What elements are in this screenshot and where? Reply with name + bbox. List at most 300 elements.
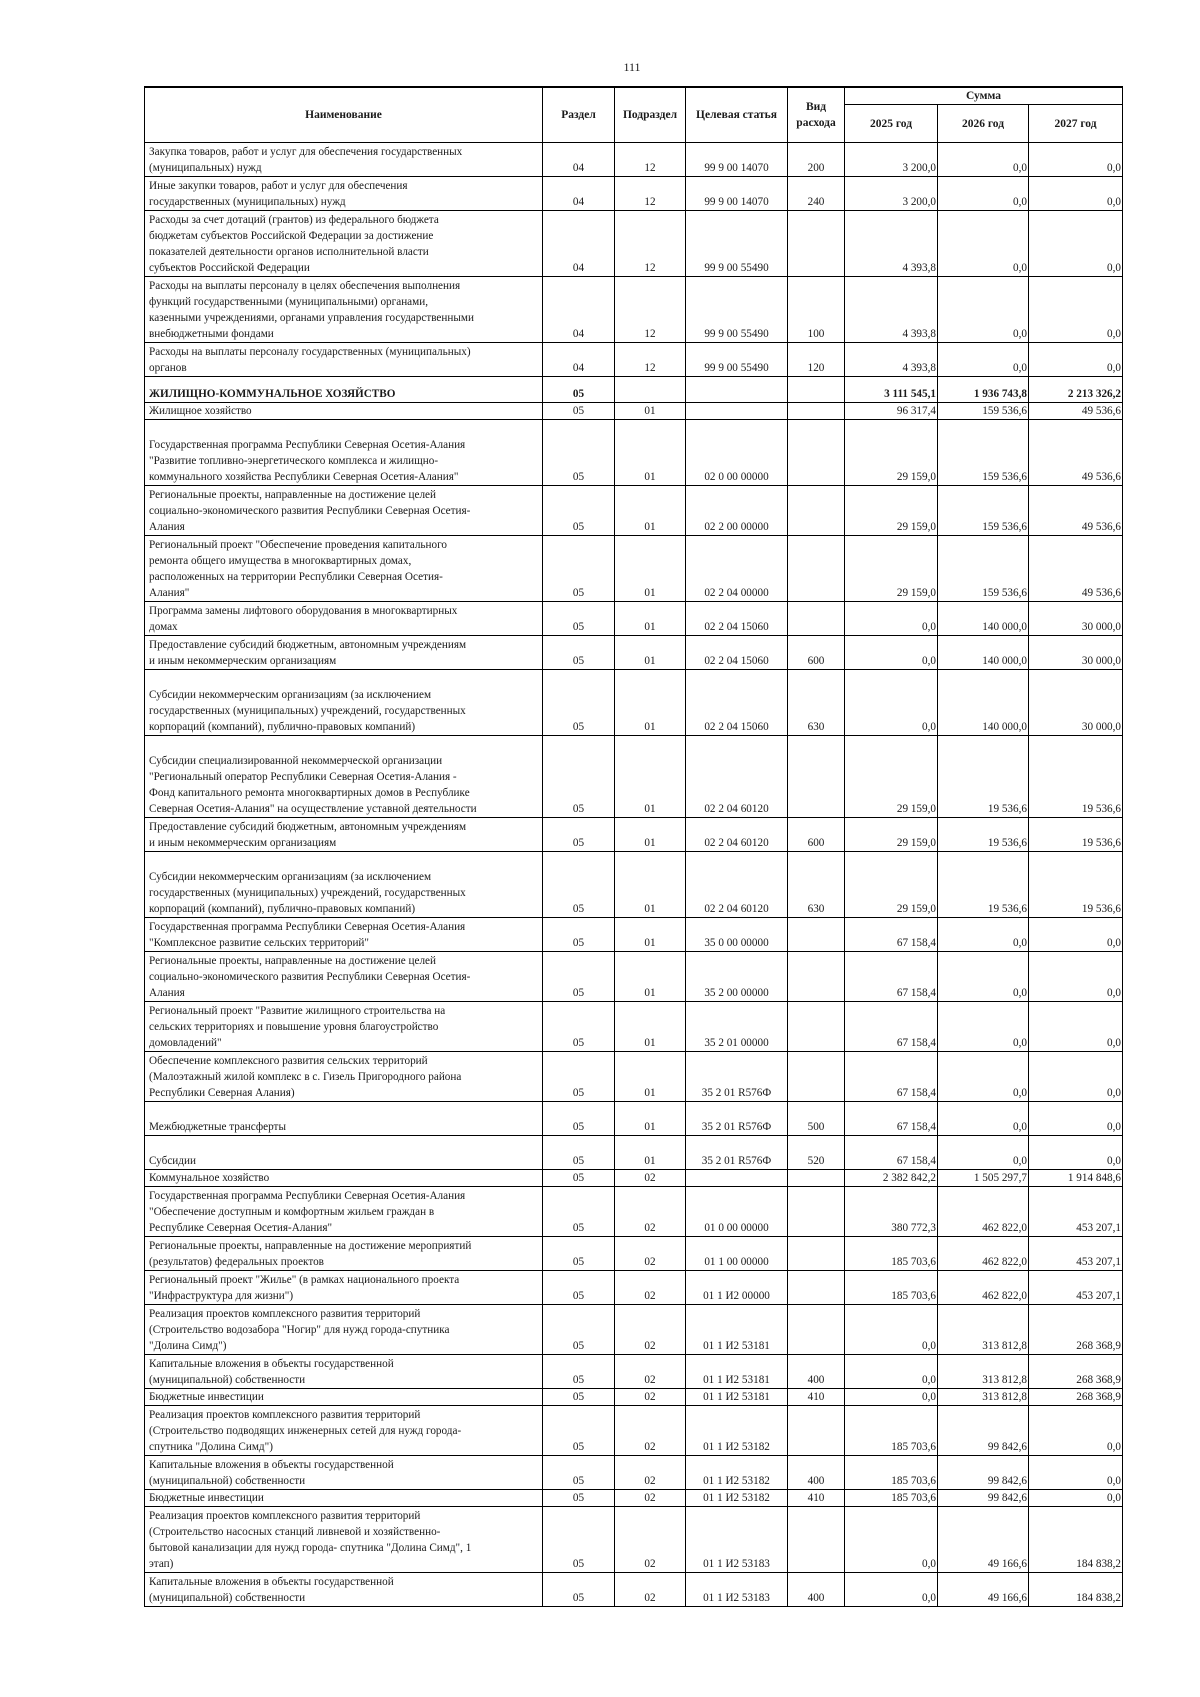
row-sum-2026: 0,0 (938, 143, 1029, 177)
row-name-line: государственных (муниципальных) нужд (149, 196, 346, 208)
row-section: 04 (543, 211, 615, 277)
row-target-article: 02 2 04 60120 (686, 818, 788, 852)
row-sum-2027: 268 368,9 (1029, 1355, 1123, 1389)
row-name-line: Фонд капитального ремонта многоквартирных домов в Республике (149, 787, 470, 799)
row-name (145, 343, 543, 377)
row-subsection: 01 (615, 1102, 686, 1136)
row-sum-2027: 268 368,9 (1029, 1305, 1123, 1355)
row-target-article: 01 1 И2 53181 (686, 1355, 788, 1389)
row-name (145, 1170, 543, 1187)
row-target-article: 01 1 И2 53182 (686, 1406, 788, 1456)
row-sum-2026: 159 536,6 (938, 420, 1029, 486)
row-name (145, 143, 543, 177)
row-sum-2026: 159 536,6 (938, 536, 1029, 602)
row-target-article: 99 9 00 14070 (686, 143, 788, 177)
row-expense-type: 630 (788, 670, 845, 736)
row-name (145, 818, 543, 852)
row-name (145, 377, 543, 403)
row-sum-2025: 29 159,0 (845, 486, 938, 536)
table-row (145, 1187, 1123, 1237)
row-name-line: Реализация проектов комплексного развития территорий (149, 1308, 421, 1320)
row-sum-2025: 185 703,6 (845, 1490, 938, 1507)
row-name (145, 177, 543, 211)
row-sum-2026: 0,0 (938, 918, 1029, 952)
row-sum-2025: 0,0 (845, 1389, 938, 1406)
row-name (145, 1389, 543, 1406)
row-name-line: Алания (149, 521, 185, 533)
row-target-article: 02 2 04 15060 (686, 670, 788, 736)
row-section: 05 (543, 1389, 615, 1406)
row-sum-2027: 30 000,0 (1029, 670, 1123, 736)
row-name-line: ЖИЛИЩНО-КОММУНАЛЬНОЕ ХОЗЯЙСТВО (149, 388, 396, 400)
row-name-line: внебюджетными фондами (149, 328, 274, 340)
row-sum-2025: 185 703,6 (845, 1406, 938, 1456)
row-name-line: (муниципальной) собственности (149, 1475, 306, 1487)
row-name-line: (Строительство водозабора "Ногир" для нужд города-спутника (149, 1324, 450, 1336)
row-sum-2025: 96 317,4 (845, 403, 938, 420)
row-name-line: Субсидии (149, 1155, 196, 1167)
row-sum-2027: 1 914 848,6 (1029, 1170, 1123, 1187)
row-section: 04 (543, 177, 615, 211)
row-target-article: 01 1 И2 00000 (686, 1271, 788, 1305)
row-sum-2025: 185 703,6 (845, 1271, 938, 1305)
row-name (145, 1406, 543, 1456)
row-name-line: Северная Осетия-Алания" на осуществление уставной деятельности (149, 803, 477, 815)
row-sum-2026: 1 505 297,7 (938, 1170, 1029, 1187)
row-name-line: бытовой канализации для нужд города- спутника "Долина Симд", 1 (149, 1542, 472, 1554)
row-target-article: 35 2 01 R576Ф (686, 1052, 788, 1102)
table-row (145, 952, 1123, 1002)
row-section: 05 (543, 377, 615, 403)
table-body (145, 143, 1123, 1607)
row-sum-2027: 0,0 (1029, 177, 1123, 211)
row-section: 05 (543, 736, 615, 818)
table-row (145, 852, 1123, 918)
row-sum-2026: 140 000,0 (938, 636, 1029, 670)
row-name-line: (Малоэтажный жилой комплекс в с. Гизель Пригородного района (149, 1071, 462, 1083)
row-subsection: 01 (615, 486, 686, 536)
row-expense-type (788, 211, 845, 277)
row-name (145, 852, 543, 918)
row-name-line: Субсидии специализированной некоммерческой организации (149, 755, 443, 767)
row-sum-2026: 159 536,6 (938, 486, 1029, 536)
row-section: 05 (543, 670, 615, 736)
row-subsection: 01 (615, 736, 686, 818)
row-subsection: 12 (615, 143, 686, 177)
row-name (145, 1136, 543, 1170)
table-row (145, 636, 1123, 670)
row-name-line: этап) (149, 1558, 174, 1570)
table-row (145, 1507, 1123, 1573)
row-sum-2026: 0,0 (938, 1102, 1029, 1136)
row-sum-2026: 99 842,6 (938, 1490, 1029, 1507)
row-name-line: (муниципальной) собственности (149, 1374, 306, 1386)
table-row (145, 343, 1123, 377)
row-sum-2025: 29 159,0 (845, 536, 938, 602)
row-sum-2025: 0,0 (845, 1507, 938, 1573)
row-sum-2025: 0,0 (845, 1355, 938, 1389)
row-sum-2025: 4 393,8 (845, 211, 938, 277)
row-sum-2027: 453 207,1 (1029, 1271, 1123, 1305)
row-sum-2025: 29 159,0 (845, 420, 938, 486)
row-expense-type (788, 952, 845, 1002)
row-name-line: Реализация проектов комплексного развития территорий (149, 1409, 421, 1421)
row-target-article: 01 1 И2 53183 (686, 1573, 788, 1607)
row-expense-type (788, 377, 845, 403)
row-sum-2026: 0,0 (938, 1052, 1029, 1102)
row-name-line: Государственная программа Республики Северная Осетия-Алания (149, 439, 466, 451)
row-name-line: Закупка товаров, работ и услуг для обеспечения государственных (149, 146, 463, 158)
row-sum-2027: 453 207,1 (1029, 1187, 1123, 1237)
row-name (145, 1490, 543, 1507)
row-sum-2027: 0,0 (1029, 1002, 1123, 1052)
table-row (145, 1237, 1123, 1271)
row-section: 05 (543, 1187, 615, 1237)
row-sum-2025: 0,0 (845, 1573, 938, 1607)
row-target-article: 01 0 00 00000 (686, 1187, 788, 1237)
row-name-line: (результатов) федеральных проектов (149, 1256, 324, 1268)
row-section: 05 (543, 403, 615, 420)
row-name-line: (Строительство насосных станций ливневой и хозяйственно- (149, 1526, 441, 1538)
row-target-article: 35 2 01 R576Ф (686, 1136, 788, 1170)
table-row (145, 403, 1123, 420)
row-sum-2025: 29 159,0 (845, 736, 938, 818)
row-subsection: 01 (615, 818, 686, 852)
row-name (145, 211, 543, 277)
table-row (145, 177, 1123, 211)
table-row (145, 277, 1123, 343)
row-name (145, 952, 543, 1002)
row-expense-type (788, 1507, 845, 1573)
row-sum-2025: 185 703,6 (845, 1456, 938, 1490)
row-section: 05 (543, 1490, 615, 1507)
row-name (145, 420, 543, 486)
table-row (145, 377, 1123, 403)
row-sum-2025: 4 393,8 (845, 277, 938, 343)
row-subsection: 01 (615, 636, 686, 670)
row-section: 04 (543, 143, 615, 177)
row-name (145, 1507, 543, 1573)
row-expense-type (788, 1170, 845, 1187)
row-section: 05 (543, 1271, 615, 1305)
row-sum-2025: 380 772,3 (845, 1187, 938, 1237)
row-sum-2027: 2 213 326,2 (1029, 377, 1123, 403)
row-subsection: 02 (615, 1187, 686, 1237)
row-sum-2027: 0,0 (1029, 1102, 1123, 1136)
row-name-line: спутника "Долина Симд") (149, 1441, 273, 1453)
row-name-line: социально-экономического развития Республики Северная Осетия- (149, 971, 471, 983)
row-sum-2027: 49 536,6 (1029, 403, 1123, 420)
table-row (145, 670, 1123, 736)
row-name-line: Расходы на выплаты персоналу в целях обеспечения выполнения (149, 280, 461, 292)
row-expense-type: 120 (788, 343, 845, 377)
row-name (145, 736, 543, 818)
row-name-line: органов (149, 362, 187, 374)
row-name-line: государственных (муниципальных) учреждений, государственных (149, 887, 466, 899)
row-expense-type: 410 (788, 1490, 845, 1507)
row-expense-type: 600 (788, 636, 845, 670)
row-target-article: 02 2 00 00000 (686, 486, 788, 536)
row-expense-type (788, 1052, 845, 1102)
header-name: Наименование (145, 87, 543, 143)
row-target-article (686, 377, 788, 403)
row-subsection: 01 (615, 536, 686, 602)
row-subsection: 12 (615, 177, 686, 211)
row-section: 05 (543, 852, 615, 918)
row-name-line: "Комплексное развитие сельских территорий" (149, 937, 369, 949)
row-subsection: 02 (615, 1573, 686, 1607)
row-subsection: 12 (615, 211, 686, 277)
row-target-article: 01 1 И2 53181 (686, 1305, 788, 1355)
row-section: 05 (543, 1355, 615, 1389)
row-expense-type: 200 (788, 143, 845, 177)
row-name (145, 1355, 543, 1389)
row-sum-2026: 99 842,6 (938, 1406, 1029, 1456)
row-sum-2026: 0,0 (938, 177, 1029, 211)
row-subsection (615, 377, 686, 403)
row-subsection: 01 (615, 602, 686, 636)
row-expense-type (788, 486, 845, 536)
row-name-line: (муниципальных) нужд (149, 162, 262, 174)
row-expense-type: 500 (788, 1102, 845, 1136)
row-section: 05 (543, 1136, 615, 1170)
row-name-line: Региональные проекты, направленные на достижение целей (149, 489, 436, 501)
row-name-line: "Обеспечение доступным и комфортным жильем граждан в (149, 1206, 435, 1218)
row-section: 05 (543, 1456, 615, 1490)
row-name-line: Бюджетные инвестиции (149, 1492, 264, 1504)
table-row (145, 1573, 1123, 1607)
row-name-line: сельских территориях и повышение уровня благоустройство (149, 1021, 439, 1033)
table-row (145, 1102, 1123, 1136)
row-target-article: 02 2 04 15060 (686, 602, 788, 636)
row-name-line: Расходы на выплаты персоналу государственных (муниципальных) (149, 346, 471, 358)
budget-table (144, 86, 1123, 1607)
row-section: 05 (543, 1237, 615, 1271)
table-row (145, 1355, 1123, 1389)
row-section: 05 (543, 1002, 615, 1052)
row-section: 04 (543, 277, 615, 343)
row-name (145, 918, 543, 952)
row-expense-type: 240 (788, 177, 845, 211)
row-name (145, 636, 543, 670)
header-sum: Сумма (845, 87, 1123, 105)
row-name-line: корпораций (компаний), публично-правовых компаний) (149, 721, 416, 733)
row-section: 05 (543, 602, 615, 636)
row-sum-2027: 19 536,6 (1029, 736, 1123, 818)
row-target-article: 02 0 00 00000 (686, 420, 788, 486)
row-expense-type (788, 918, 845, 952)
header-section: Раздел (543, 87, 615, 143)
row-section: 05 (543, 1573, 615, 1607)
row-sum-2026: 140 000,0 (938, 670, 1029, 736)
row-name (145, 1187, 543, 1237)
row-name (145, 1002, 543, 1052)
row-sum-2026: 0,0 (938, 1002, 1029, 1052)
row-name-line: Республике Северная Осетия-Алания" (149, 1222, 333, 1234)
row-sum-2026: 0,0 (938, 1136, 1029, 1170)
row-section: 05 (543, 1406, 615, 1456)
row-sum-2025: 185 703,6 (845, 1237, 938, 1271)
row-section: 05 (543, 1170, 615, 1187)
row-name (145, 277, 543, 343)
row-sum-2026: 19 536,6 (938, 818, 1029, 852)
row-subsection: 01 (615, 1136, 686, 1170)
row-name-line: коммунального хозяйства Республики Северная Осетия-Алания" (149, 471, 459, 483)
row-expense-type (788, 602, 845, 636)
row-sum-2025: 0,0 (845, 670, 938, 736)
row-name-line: домовладений" (149, 1037, 222, 1049)
row-name-line: Предоставление субсидий бюджетным, автономным учреждениям (149, 639, 467, 651)
row-expense-type: 520 (788, 1136, 845, 1170)
table-row (145, 211, 1123, 277)
row-sum-2026: 313 812,8 (938, 1305, 1029, 1355)
row-subsection: 02 (615, 1237, 686, 1271)
row-target-article: 35 2 01 R576Ф (686, 1102, 788, 1136)
row-name-line: Иные закупки товаров, работ и услуг для обеспечения (149, 180, 408, 192)
row-sum-2025: 3 200,0 (845, 143, 938, 177)
row-name-line: Жилищное хозяйство (149, 405, 252, 417)
row-sum-2026: 49 166,6 (938, 1507, 1029, 1573)
row-name-line: (Строительство подводящих инженерных сетей для нужд города- (149, 1425, 462, 1437)
row-section: 05 (543, 952, 615, 1002)
row-name-line: Региональные проекты, направленные на достижение целей (149, 955, 436, 967)
table-row (145, 1052, 1123, 1102)
table-row (145, 1002, 1123, 1052)
row-name-line: Капитальные вложения в объекты государственной (149, 1576, 394, 1588)
row-sum-2025: 3 111 545,1 (845, 377, 938, 403)
row-target-article: 99 9 00 55490 (686, 343, 788, 377)
row-subsection: 02 (615, 1305, 686, 1355)
row-sum-2027: 184 838,2 (1029, 1573, 1123, 1607)
row-target-article: 35 0 00 00000 (686, 918, 788, 952)
row-expense-type: 600 (788, 818, 845, 852)
row-name-line: показателей деятельности органов исполнительной власти (149, 246, 429, 258)
row-expense-type (788, 1406, 845, 1456)
row-name-line: Межбюджетные трансферты (149, 1121, 286, 1133)
row-expense-type (788, 403, 845, 420)
row-name-line: Субсидии некоммерческим организациям (за исключением (149, 871, 432, 883)
row-name-line: Региональный проект "Развитие жилищного строительства на (149, 1005, 446, 1017)
row-sum-2026: 313 812,8 (938, 1389, 1029, 1406)
row-sum-2025: 0,0 (845, 1305, 938, 1355)
row-target-article: 35 2 00 00000 (686, 952, 788, 1002)
row-sum-2025: 4 393,8 (845, 343, 938, 377)
row-name (145, 670, 543, 736)
row-section: 05 (543, 818, 615, 852)
row-expense-type: 400 (788, 1573, 845, 1607)
row-sum-2026: 0,0 (938, 952, 1029, 1002)
row-sum-2027: 49 536,6 (1029, 420, 1123, 486)
header-subsection: Подраздел (615, 87, 686, 143)
table-row (145, 143, 1123, 177)
row-target-article: 02 2 04 60120 (686, 852, 788, 918)
row-expense-type: 100 (788, 277, 845, 343)
row-subsection: 01 (615, 852, 686, 918)
row-sum-2025: 0,0 (845, 602, 938, 636)
row-name-line: Государственная программа Республики Северная Осетия-Алания (149, 1190, 466, 1202)
row-name-line: "Региональный оператор Республики Северная Осетия-Алания - (149, 771, 457, 783)
row-name-line: Расходы за счет дотаций (грантов) из федерального бюджета (149, 214, 439, 226)
row-name-line: Обеспечение комплексного развития сельских территорий (149, 1055, 428, 1067)
row-name-line: (муниципальной) собственности (149, 1592, 306, 1604)
table-row (145, 1389, 1123, 1406)
row-name-line: и иным некоммерческим организациям (149, 655, 337, 667)
table-row (145, 1136, 1123, 1170)
row-name-line: Республики Северная Алания) (149, 1087, 295, 1099)
row-name (145, 1271, 543, 1305)
row-sum-2027: 268 368,9 (1029, 1389, 1123, 1406)
row-subsection: 02 (615, 1170, 686, 1187)
row-target-article: 01 1 И2 53182 (686, 1490, 788, 1507)
row-sum-2027: 0,0 (1029, 211, 1123, 277)
row-sum-2027: 0,0 (1029, 277, 1123, 343)
row-sum-2026: 1 936 743,8 (938, 377, 1029, 403)
row-name-line: расположенных на территории Республики Северная Осетия- (149, 571, 443, 583)
row-name-line: Реализация проектов комплексного развития территорий (149, 1510, 421, 1522)
row-subsection: 02 (615, 1507, 686, 1573)
row-sum-2026: 159 536,6 (938, 403, 1029, 420)
row-name-line: социально-экономического развития Республики Северная Осетия- (149, 505, 471, 517)
row-sum-2027: 0,0 (1029, 1052, 1123, 1102)
row-target-article (686, 403, 788, 420)
page-number: 111 (623, 60, 641, 74)
table-row (145, 818, 1123, 852)
row-section: 05 (543, 918, 615, 952)
row-expense-type (788, 1305, 845, 1355)
row-sum-2027: 0,0 (1029, 143, 1123, 177)
row-sum-2026: 0,0 (938, 211, 1029, 277)
row-expense-type (788, 1271, 845, 1305)
table-row (145, 1305, 1123, 1355)
row-target-article: 01 1 И2 53183 (686, 1507, 788, 1573)
row-section: 05 (543, 486, 615, 536)
row-subsection: 12 (615, 343, 686, 377)
row-name-line: Бюджетные инвестиции (149, 1391, 264, 1403)
row-subsection: 01 (615, 1002, 686, 1052)
row-sum-2027: 0,0 (1029, 1406, 1123, 1456)
table-row (145, 1170, 1123, 1187)
row-name-line: Региональные проекты, направленные на достижение мероприятий (149, 1240, 472, 1252)
row-name-line: "Инфраструктура для жизни") (149, 1290, 294, 1302)
row-subsection: 02 (615, 1456, 686, 1490)
row-name-line: ремонта общего имущества в многоквартирных домах, (149, 555, 412, 567)
row-name-line: Алания" (149, 587, 190, 599)
row-section: 05 (543, 536, 615, 602)
row-sum-2027: 19 536,6 (1029, 818, 1123, 852)
row-expense-type: 630 (788, 852, 845, 918)
row-section: 05 (543, 1102, 615, 1136)
row-sum-2027: 49 536,6 (1029, 486, 1123, 536)
row-name (145, 486, 543, 536)
row-expense-type (788, 1002, 845, 1052)
row-sum-2025: 67 158,4 (845, 918, 938, 952)
header-2027: 2027 год (1029, 105, 1123, 143)
row-section: 05 (543, 420, 615, 486)
row-subsection: 02 (615, 1406, 686, 1456)
row-name (145, 1237, 543, 1271)
row-expense-type (788, 736, 845, 818)
table-row (145, 918, 1123, 952)
row-name-line: функций государственными (муниципальными) органами, (149, 296, 429, 308)
row-sum-2026: 462 822,0 (938, 1237, 1029, 1271)
row-name-line: Государственная программа Республики Северная Осетия-Алания (149, 921, 466, 933)
row-name-line: казенными учреждениями, органами управления государственными (149, 312, 474, 324)
row-expense-type: 410 (788, 1389, 845, 1406)
row-name-line: домах (149, 621, 178, 633)
row-sum-2027: 0,0 (1029, 1490, 1123, 1507)
row-section: 05 (543, 1305, 615, 1355)
row-name-line: корпораций (компаний), публично-правовых компаний) (149, 903, 416, 915)
